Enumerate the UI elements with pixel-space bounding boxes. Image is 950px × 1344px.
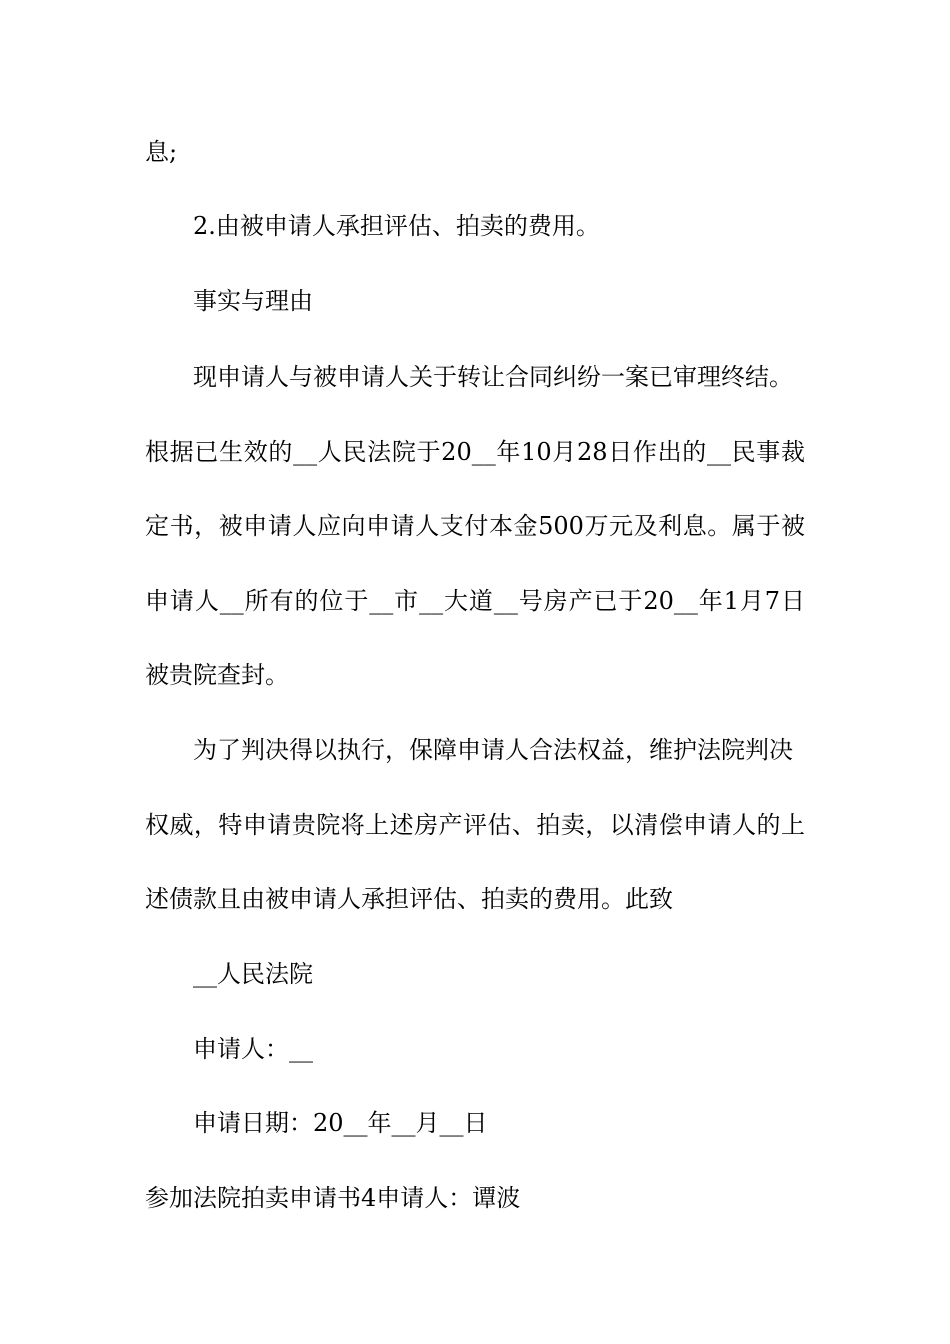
applicant-signature-line: 申请人：__ [193,1035,313,1063]
reason-paragraph-line-3: 述债款且由被申请人承担评估、拍卖的费用。此致 [145,885,673,913]
reason-paragraph-line-1: 为了判决得以执行，保障申请人合法权益，维护法院判决 [193,736,793,764]
facts-paragraph-line-1: 现申请人与被申请人关于转让合同纠纷一案已审理终结。 [193,363,793,391]
facts-paragraph-line-4: 申请人__所有的位于__市__大道__号房产已于20__年1月7日 [145,587,805,615]
facts-paragraph-line-5: 被贵院查封。 [145,661,289,689]
court-addressee: __人民法院 [193,960,313,988]
next-document-heading: 参加法院拍卖申请书4申请人：谭波 [145,1184,521,1212]
facts-paragraph-line-2: 根据已生效的__人民法院于20__年10月28日作出的__民事裁 [145,438,805,466]
application-date-line: 申请日期：20__年__月__日 [193,1109,488,1137]
section-heading-facts-reasons: 事实与理由 [193,287,313,315]
text-line-interest-end: 息; [145,138,178,166]
reason-paragraph-line-2: 权威，特申请贵院将上述房产评估、拍卖，以清偿申请人的上 [145,811,805,839]
facts-paragraph-line-3: 定书，被申请人应向申请人支付本金500万元及利息。属于被 [145,512,805,540]
request-item-2: 2.由被申请人承担评估、拍卖的费用。 [193,212,600,240]
